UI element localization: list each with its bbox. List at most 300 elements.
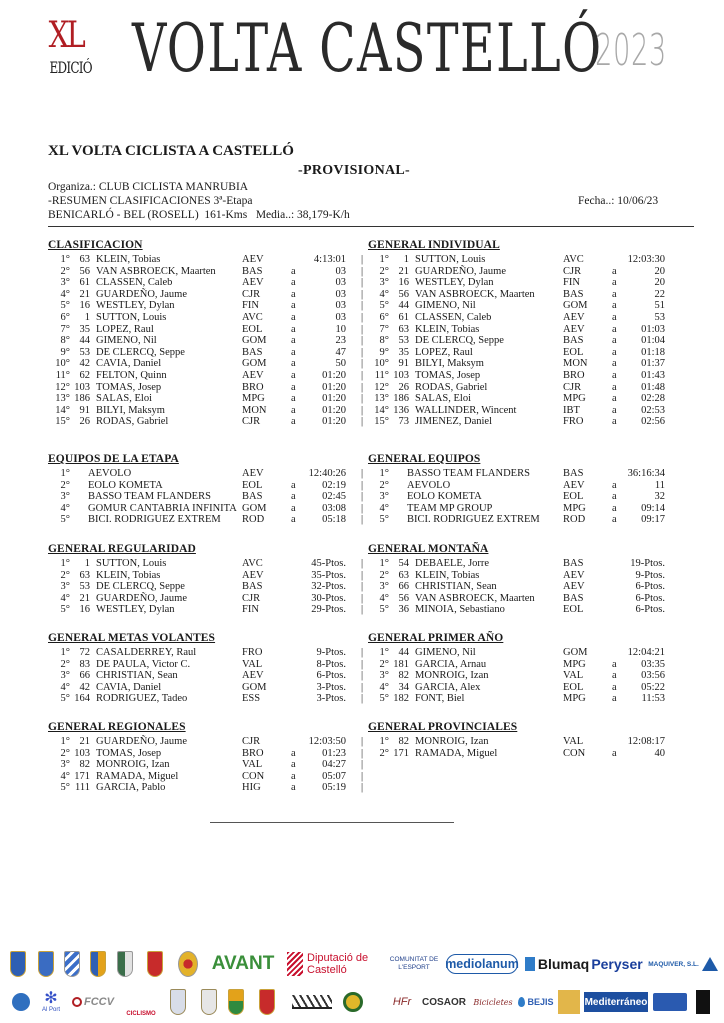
position-cell: 3°	[60, 277, 70, 289]
position-cell: 9°	[379, 346, 389, 358]
standings-table	[361, 647, 681, 705]
section-equipos-etapa	[48, 452, 368, 526]
dorsal-cell: 103	[393, 369, 409, 381]
separator: |	[361, 681, 364, 693]
table-row	[48, 393, 368, 405]
gold-sponsor-logo	[557, 987, 581, 1017]
time-cell: 12:04:21	[627, 647, 665, 658]
name-cell: EOLO KOMETA	[88, 479, 163, 491]
time-cell: 02:56	[641, 416, 665, 428]
gap-marker-cell: a	[612, 491, 617, 503]
name-cell: CAVIA, Daniel	[96, 358, 162, 370]
team-code-cell: CON	[563, 747, 586, 759]
team-code-cell: CJR	[242, 288, 261, 300]
footer-divider	[210, 822, 454, 823]
position-cell: 9°	[60, 346, 70, 358]
name-cell: WESTLEY, Dylan	[96, 604, 175, 616]
al-port-logo	[38, 987, 64, 1017]
time-cell: 47	[335, 346, 346, 358]
time-cell: 6-Ptos.	[635, 581, 665, 593]
team-code-cell: BAS	[242, 346, 263, 358]
name-cell: JIMENEZ, Daniel	[415, 416, 492, 428]
comunitat-esport-logo: COMUNITAT DE L'ESPORT	[389, 956, 439, 971]
separator: |	[361, 670, 364, 682]
municipal-shield-icon	[36, 949, 56, 979]
table-row	[48, 416, 368, 428]
separator: |	[361, 277, 364, 289]
team-code-cell: VAL	[242, 759, 263, 771]
separator: |	[361, 747, 364, 759]
time-cell: 23	[335, 335, 346, 347]
gap-marker-cell: a	[291, 311, 296, 323]
table-row	[361, 604, 681, 616]
dorsal-cell: 63	[398, 323, 409, 335]
name-cell: BASSO TEAM FLANDERS	[407, 468, 530, 479]
name-cell: GARCIA, Pablo	[96, 782, 166, 794]
separator: |	[361, 311, 364, 323]
time-cell: 3-Ptos.	[316, 693, 346, 705]
position-cell: 5°	[60, 782, 70, 794]
gap-marker-cell: a	[291, 369, 296, 381]
team-code-cell: MPG	[563, 658, 586, 670]
gap-marker-cell: a	[612, 358, 617, 370]
time-cell: 9-Ptos.	[635, 569, 665, 581]
standings-table	[361, 736, 681, 794]
table-row	[361, 670, 681, 682]
gap-marker-cell: a	[291, 770, 296, 782]
dorsal-cell: 82	[398, 670, 409, 682]
time-cell: 6-Ptos.	[635, 604, 665, 616]
dorsal-cell: 44	[398, 647, 409, 658]
dorsal-cell: 136	[393, 404, 409, 416]
asterisk-icon: ✻	[44, 990, 58, 1007]
table-row	[48, 324, 368, 336]
position-cell: 15°	[374, 416, 389, 428]
name-cell: LOPEZ, Raul	[415, 346, 473, 358]
separator: |	[361, 604, 364, 616]
section-general-primer-ano	[361, 631, 681, 705]
separator: |	[361, 693, 364, 705]
status-label: -PROVISIONAL-	[298, 163, 411, 178]
team-code-cell: AEV	[242, 569, 264, 581]
section-title: GENERAL INDIVIDUAL	[368, 239, 500, 251]
dorsal-cell: 1	[403, 254, 409, 265]
time-cell: 6-Ptos.	[316, 670, 346, 682]
position-cell: 6°	[60, 311, 70, 323]
time-cell: 02:53	[641, 404, 665, 416]
position-cell: 1°	[60, 558, 70, 569]
municipal-shield-icon	[198, 987, 220, 1017]
name-cell: TEAM MP GROUP	[407, 502, 493, 514]
separator: |	[361, 381, 364, 393]
time-cell: 09:17	[641, 514, 665, 526]
dorsal-cell: 103	[74, 747, 90, 759]
table-row	[361, 468, 681, 480]
time-cell: 03:08	[322, 502, 346, 514]
gap-marker-cell: a	[291, 782, 296, 794]
name-cell: GARCIA, Arnau	[415, 658, 487, 670]
time-cell: 12:40:26	[308, 468, 346, 479]
table-row	[361, 393, 681, 405]
event-banner	[0, 0, 724, 110]
municipal-shield-icon	[62, 949, 82, 979]
separator: |	[361, 393, 364, 405]
hfr-logo: HFr	[392, 996, 412, 1008]
position-cell: 8°	[379, 335, 389, 347]
position-cell: 5°	[60, 604, 70, 616]
time-cell: 32-Ptos.	[311, 581, 346, 593]
dorsal-cell: 53	[79, 581, 90, 593]
name-cell: KLEIN, Tobias	[96, 569, 161, 581]
time-cell: 05:19	[322, 782, 346, 794]
gap-marker-cell: a	[612, 369, 617, 381]
section-general-montana	[361, 542, 681, 616]
gap-marker-cell: a	[612, 288, 617, 300]
separator: |	[361, 335, 364, 347]
drop-icon	[518, 997, 525, 1007]
sponsor-logo-bw	[290, 987, 334, 1017]
bicicletes-logo: Bicicletes	[473, 997, 513, 1007]
municipal-seal-icon	[342, 987, 364, 1017]
gap-marker-cell: a	[291, 358, 296, 370]
team-code-cell: MPG	[563, 693, 586, 705]
separator: |	[361, 468, 364, 479]
time-cell: 51	[654, 300, 665, 312]
municipal-shield-icon	[168, 987, 188, 1017]
gap-marker-cell: a	[612, 514, 617, 526]
section-title: GENERAL EQUIPOS	[368, 453, 481, 465]
dorsal-cell: 73	[398, 416, 409, 428]
name-cell: DE PAULA, Victor C.	[96, 658, 191, 670]
name-cell: CAVIA, Daniel	[96, 681, 162, 693]
dorsal-cell: 44	[398, 300, 409, 312]
time-cell: 03:35	[641, 658, 665, 670]
table-row	[48, 468, 368, 480]
header-divider	[48, 226, 694, 227]
separator: |	[361, 265, 364, 277]
position-cell: 2°	[60, 747, 70, 759]
name-cell: VAN ASBROECK, Maarten	[96, 265, 216, 277]
table-row	[361, 480, 681, 492]
dorsal-cell: 21	[398, 265, 409, 277]
position-cell: 5°	[60, 300, 70, 312]
section-clasificacion	[48, 238, 368, 428]
team-code-cell: EOL	[563, 604, 584, 616]
gap-marker-cell: a	[291, 404, 296, 416]
team-code-cell: AEV	[563, 581, 585, 593]
name-cell: MONROIG, Izan	[96, 759, 170, 771]
section-general-individual	[361, 238, 681, 428]
team-code-cell: GOM	[242, 335, 267, 347]
diputacio-castello-label: Diputació de Castelló	[307, 952, 369, 976]
team-code-cell: VAL	[242, 658, 263, 670]
separator: |	[361, 658, 364, 670]
dorsal-cell: 16	[398, 277, 409, 289]
position-cell: 14°	[55, 404, 70, 416]
section-general-equipos	[361, 452, 681, 526]
name-cell: KLEIN, Tobias	[415, 323, 480, 335]
team-code-cell: IBT	[563, 404, 580, 416]
table-row	[48, 771, 368, 783]
section-general-provinciales	[361, 720, 681, 794]
gap-marker-cell: a	[612, 404, 617, 416]
position-cell: 4°	[379, 592, 389, 604]
time-cell: 10	[335, 323, 346, 335]
gap-marker-cell: a	[291, 265, 296, 277]
section-title: GENERAL PRIMER AÑO	[368, 632, 504, 644]
section-title: GENERAL MONTAÑA	[368, 543, 489, 555]
time-cell: 01:37	[641, 358, 665, 370]
gap-marker-cell: a	[291, 288, 296, 300]
team-code-cell: MPG	[563, 393, 586, 405]
position-cell: 12°	[55, 381, 70, 393]
table-row	[361, 736, 681, 748]
team-code-cell: FIN	[242, 300, 259, 312]
position-cell: 4°	[60, 288, 70, 300]
gap-marker-cell: a	[291, 747, 296, 759]
name-cell: GIMENO, Nil	[415, 300, 476, 312]
time-cell: 30-Ptos.	[311, 592, 346, 604]
dorsal-cell: 21	[79, 288, 90, 300]
gap-marker-cell: a	[612, 335, 617, 347]
gap-marker-cell: a	[612, 747, 617, 759]
time-cell: 29-Ptos.	[311, 604, 346, 616]
time-cell: 02:19	[322, 479, 346, 491]
table-row	[361, 514, 681, 526]
time-cell: 22	[654, 288, 665, 300]
name-cell: RODAS, Gabriel	[96, 416, 169, 428]
separator: |	[361, 592, 364, 604]
dorsal-cell: 171	[393, 747, 409, 759]
gap-marker-cell: a	[612, 670, 617, 682]
team-code-cell: EOL	[563, 491, 584, 503]
position-cell: 5°	[60, 514, 70, 526]
team-code-cell: AEV	[563, 569, 585, 581]
time-cell: 05:22	[641, 681, 665, 693]
dorsal-cell: 56	[398, 288, 409, 300]
section-title: CLASIFICACION	[48, 239, 143, 251]
separator: |	[361, 558, 364, 569]
position-cell: 5°	[379, 300, 389, 312]
table-row	[48, 289, 368, 301]
name-cell: CLASSEN, Caleb	[96, 277, 173, 289]
table-row	[361, 324, 681, 336]
name-cell: CLASSEN, Caleb	[415, 311, 492, 323]
time-cell: 12:03:30	[627, 254, 665, 265]
table-row	[48, 503, 368, 515]
dorsal-cell: 61	[398, 311, 409, 323]
gap-marker-cell: a	[291, 381, 296, 393]
dorsal-cell: 54	[398, 558, 409, 569]
name-cell: KLEIN, Tobias	[96, 254, 161, 265]
position-cell: 1°	[379, 736, 389, 747]
team-code-cell: MPG	[563, 502, 586, 514]
time-cell: 01:20	[322, 381, 346, 393]
table-row	[48, 647, 368, 659]
event-year: 2023	[595, 25, 667, 76]
gap-marker-cell: a	[612, 311, 617, 323]
table-row	[48, 670, 368, 682]
position-cell: 2°	[60, 658, 70, 670]
name-cell: TOMAS, Josep	[96, 747, 162, 759]
gap-marker-cell: a	[291, 491, 296, 503]
section-title: EQUIPOS DE LA ETAPA	[48, 453, 179, 465]
team-code-cell: AEV	[563, 311, 585, 323]
standings-table	[48, 468, 368, 526]
name-cell: FONT, Biel	[415, 693, 465, 705]
sponsor-row-1	[0, 949, 724, 983]
separator: |	[361, 369, 364, 381]
team-code-cell: CJR	[563, 381, 582, 393]
team-code-cell: ROD	[563, 514, 586, 526]
team-code-cell: FIN	[563, 277, 580, 289]
team-code-cell: GOM	[242, 502, 267, 514]
team-code-cell: AEV	[563, 479, 585, 491]
dorsal-cell: 21	[79, 592, 90, 604]
separator: |	[361, 736, 364, 747]
team-code-cell: BAS	[563, 335, 584, 347]
edition-label: EDICIÓ	[49, 58, 92, 77]
gap-marker-cell: a	[612, 346, 617, 358]
time-cell: 8-Ptos.	[316, 658, 346, 670]
position-cell: 1°	[60, 736, 70, 747]
table-row	[48, 682, 368, 694]
team-code-cell: AEV	[242, 670, 264, 682]
table-row	[361, 405, 681, 417]
table-row	[361, 254, 681, 266]
municipal-shield-icon	[88, 949, 108, 979]
name-cell: GUARDEÑO, Jaume	[96, 288, 187, 300]
time-cell: 05:18	[322, 514, 346, 526]
time-cell: 12:03:50	[308, 736, 346, 747]
name-cell: SALAS, Eloi	[415, 393, 472, 405]
position-cell: 2°	[60, 479, 70, 491]
dorsal-cell: 53	[79, 346, 90, 358]
table-row	[48, 266, 368, 278]
position-cell: 5°	[379, 693, 389, 705]
diputacio-castello-logo	[286, 949, 378, 979]
time-cell: 01:04	[641, 335, 665, 347]
position-cell: 1°	[379, 558, 389, 569]
team-code-cell: BAS	[563, 592, 584, 604]
port-castello-icon	[10, 987, 32, 1017]
separator: |	[361, 581, 364, 593]
name-cell: SALAS, Eloi	[96, 393, 153, 405]
position-cell: 3°	[60, 759, 70, 771]
bejis-logo	[518, 987, 554, 1017]
name-cell: CHRISTIAN, Sean	[415, 581, 497, 593]
time-cell: 03	[335, 265, 346, 277]
table-row	[48, 558, 368, 570]
dorsal-cell: 91	[398, 358, 409, 370]
sponsor-strip	[0, 945, 724, 1023]
gap-marker-cell: a	[291, 416, 296, 428]
name-cell: GIMENO, Nil	[96, 335, 157, 347]
gap-marker-cell: a	[291, 393, 296, 405]
name-cell: GARCIA, Alex	[415, 681, 481, 693]
time-cell: 32	[654, 491, 665, 503]
municipal-shield-icon	[176, 949, 200, 979]
gap-marker-cell: a	[612, 479, 617, 491]
separator: |	[361, 759, 364, 771]
table-row	[361, 289, 681, 301]
name-cell: SUTTON, Louis	[415, 254, 486, 265]
position-cell: 3°	[379, 670, 389, 682]
time-cell: 01:48	[641, 381, 665, 393]
table-row	[48, 748, 368, 760]
peryser-logo: Peryser	[591, 956, 643, 972]
name-cell: GOMUR CANTABRIA INFINITA	[88, 502, 237, 514]
position-cell: 1°	[379, 647, 389, 658]
name-cell: EOLO KOMETA	[407, 491, 482, 503]
team-code-cell: FIN	[242, 604, 259, 616]
table-row	[48, 736, 368, 748]
time-cell: 45-Ptos.	[311, 558, 346, 569]
position-cell: 4°	[379, 502, 389, 514]
position-cell: 13°	[55, 393, 70, 405]
team-code-cell: EOL	[242, 479, 263, 491]
cosaor-logo: COSAOR	[422, 996, 466, 1008]
municipal-shield-icon	[114, 949, 136, 979]
dorsal-cell: 44	[79, 335, 90, 347]
position-cell: 2°	[60, 265, 70, 277]
al-port-label: Al Port	[41, 1007, 60, 1013]
position-cell: 2°	[379, 479, 389, 491]
separator: |	[361, 404, 364, 416]
name-cell: DE CLERCQ, Seppe	[96, 346, 185, 358]
table-row	[361, 558, 681, 570]
time-cell: 09:14	[641, 502, 665, 514]
time-cell: 05:07	[322, 770, 346, 782]
time-cell: 36:16:34	[627, 468, 665, 479]
time-cell: 6-Ptos.	[635, 592, 665, 604]
dorsal-cell: 186	[74, 393, 90, 405]
name-cell: WALLINDER, Wincent	[415, 404, 517, 416]
position-cell: 5°	[379, 514, 389, 526]
name-cell: TOMAS, Josep	[96, 381, 162, 393]
position-cell: 3°	[60, 491, 70, 503]
standings-table	[48, 254, 368, 428]
dorsal-cell: 36	[398, 604, 409, 616]
team-code-cell: AEV	[242, 468, 264, 479]
time-cell: 12:08:17	[627, 736, 665, 747]
table-row	[361, 358, 681, 370]
table-row	[361, 370, 681, 382]
table-row	[361, 647, 681, 659]
position-cell: 8°	[60, 335, 70, 347]
table-row	[361, 693, 681, 705]
dorsal-cell: 35	[79, 323, 90, 335]
time-cell: 50	[335, 358, 346, 370]
team-code-cell: AEV	[242, 277, 264, 289]
gap-marker-cell: a	[612, 300, 617, 312]
name-cell: BASSO TEAM FLANDERS	[88, 491, 211, 503]
team-code-cell: AVC	[242, 311, 263, 323]
separator: |	[361, 479, 364, 491]
table-row	[48, 382, 368, 394]
table-row	[361, 491, 681, 503]
dorsal-cell: 16	[79, 604, 90, 616]
table-row	[48, 254, 368, 266]
black-sponsor-logo	[694, 987, 712, 1017]
time-cell: 02:45	[322, 491, 346, 503]
team-code-cell: CJR	[563, 265, 582, 277]
team-code-cell: AEV	[242, 254, 264, 265]
table-row	[361, 782, 681, 794]
position-cell: 3°	[379, 277, 389, 289]
name-cell: MONROIG, Izan	[415, 670, 489, 682]
position-cell: 11°	[55, 369, 70, 381]
